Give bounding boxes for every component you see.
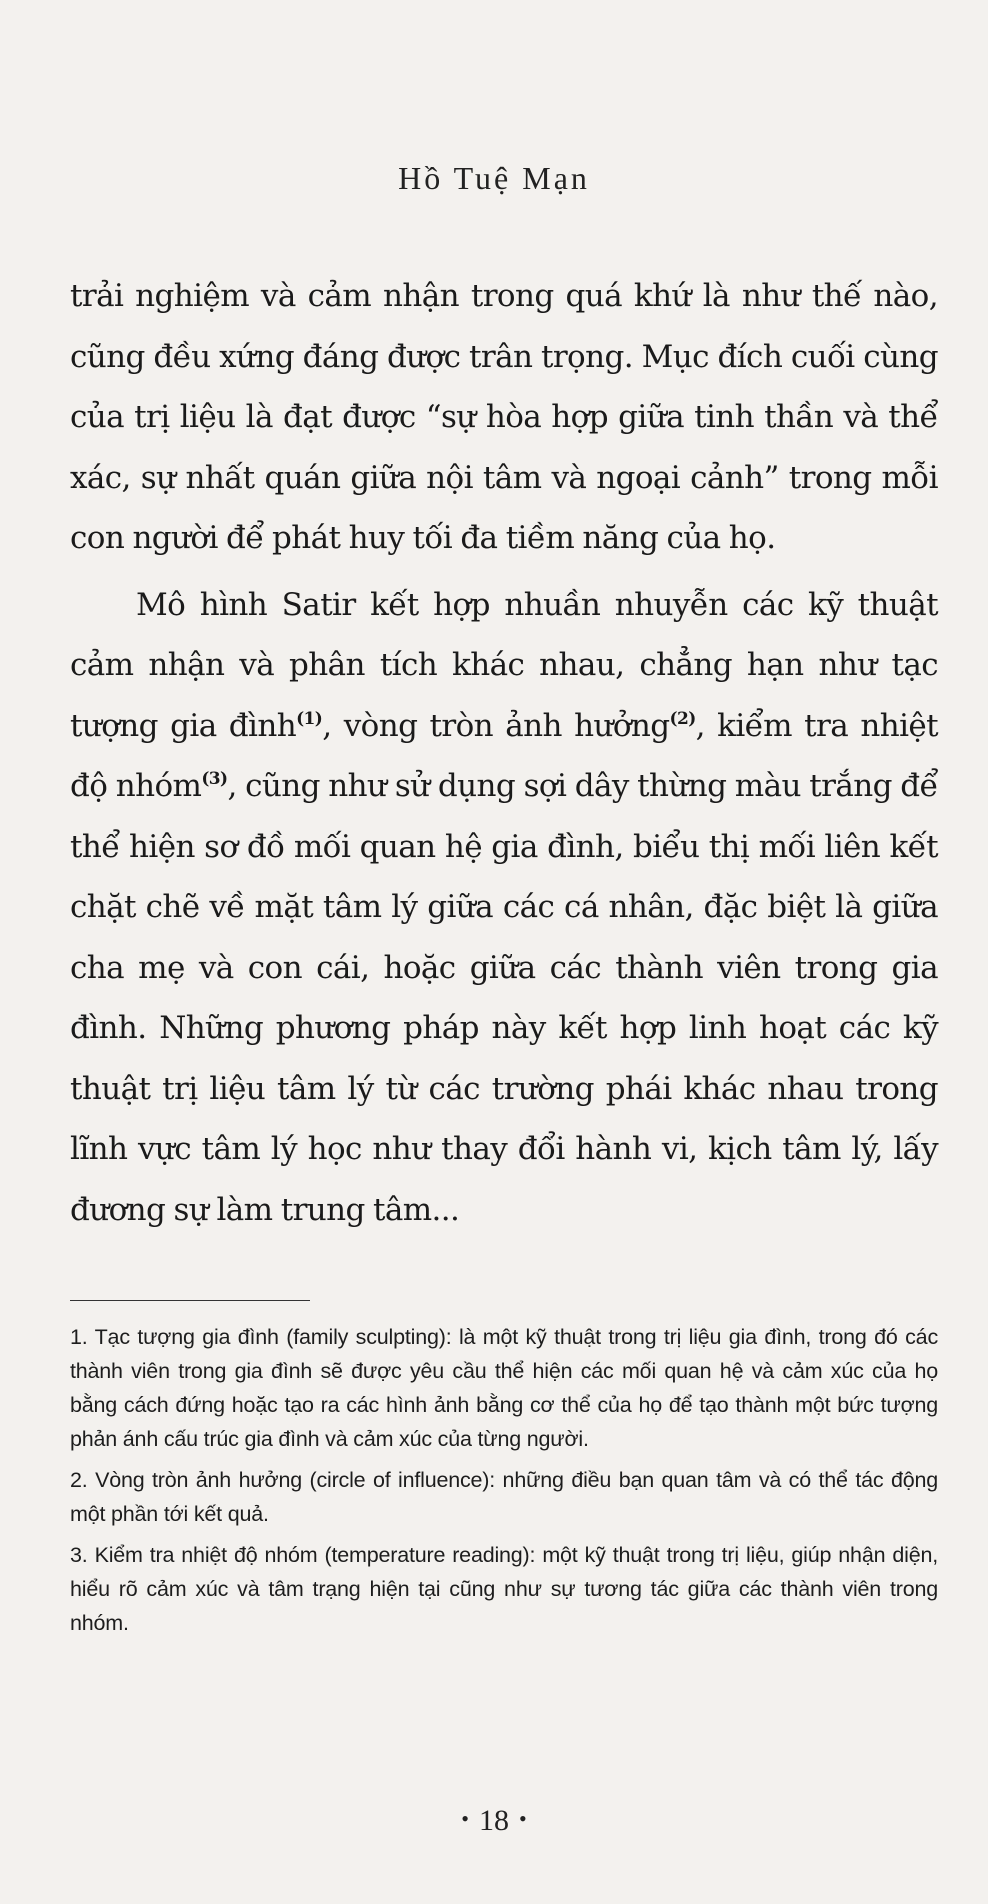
footnote-2: 2. Vòng tròn ảnh hưởng (circle of influence): những điều bạn quan tâm và có thể tác động một phần tới kết quả. xyxy=(70,1468,938,1526)
page-number xyxy=(0,1804,988,1838)
footnote-3: 3. Kiểm tra nhiệt độ nhóm (temperature reading): một kỹ thuật trong trị liệu, giúp nhận diện, hiểu rõ cảm xúc và tâm trạng hiện tại cũng như sự tương tác giữa các thành viên trong nhóm. xyxy=(70,1543,938,1635)
paragraph-2-part-1: Mô hình Satir kết hợp nhuần nhuyễn các kỹ thuật cảm nhận và phân tích khác nhau, chẳng hạn như tạc tượng gia đình xyxy=(70,586,938,744)
running-header-author: Hồ Tuệ Mạn xyxy=(398,160,590,196)
paragraph-2-part-4: , cũng như sử dụng sợi dây thừng màu trắng để thể hiện sơ đồ mối quan hệ gia đình, biểu thị mối liên kết chặt chẽ về mặt tâm lý giữa các cá nhân, đặc biệt là giữa cha mẹ và con cái, hoặc giữa các thành viên trong gia đình. Những phương pháp này kết hợp linh hoạt các kỹ thuật trị liệu tâm lý từ các trường phái khác nhau trong lĩnh vực tâm lý học như thay đổi hành vi, kịch tâm lý, lấy đương sự làm trung tâm... xyxy=(70,768,938,1228)
page-number-dot-right: • xyxy=(519,1806,527,1831)
page-number-value: 18 xyxy=(479,1804,509,1837)
paragraph-1: trải nghiệm và cảm nhận trong quá khứ là như thế nào, cũng đều xứng đáng được trân trọng. Mục đích cuối cùng của trị liệu là đạt được “sự hòa hợp giữa tinh thần và thể xác, sự nhất quán giữa nội tâm và ngoại cảnh” trong mỗi con người để phát huy tối đa tiềm năng của họ. xyxy=(70,278,938,556)
paragraph-2-part-3: , kiểm tra nhiệt độ nhóm xyxy=(70,707,939,804)
paragraph-2-part-2: , vòng tròn ảnh hưởng xyxy=(322,707,670,744)
footnote-separator xyxy=(70,1300,310,1301)
footnote-1: 1. Tạc tượng gia đình (family sculpting): là một kỹ thuật trong trị liệu gia đình, trong đó các thành viên trong gia đình sẽ được yêu cầu thể hiện các mối quan hệ và cảm xúc của họ bằng cách đứng hoặc tạo ra các hình ảnh bằng cơ thể của họ để tạo thành một bức tượng phản ánh cấu trúc gia đình và cảm xúc của từng người. xyxy=(70,1325,938,1451)
paragraph-2 xyxy=(70,575,938,1241)
footnote-ref-3: (3) xyxy=(201,769,228,789)
body-text xyxy=(70,266,938,1240)
footnotes xyxy=(70,1320,938,1647)
footnote-ref-2: (2) xyxy=(669,708,696,729)
page-number-dot-left: • xyxy=(461,1806,469,1831)
footnote-ref-1: (1) xyxy=(296,708,323,729)
